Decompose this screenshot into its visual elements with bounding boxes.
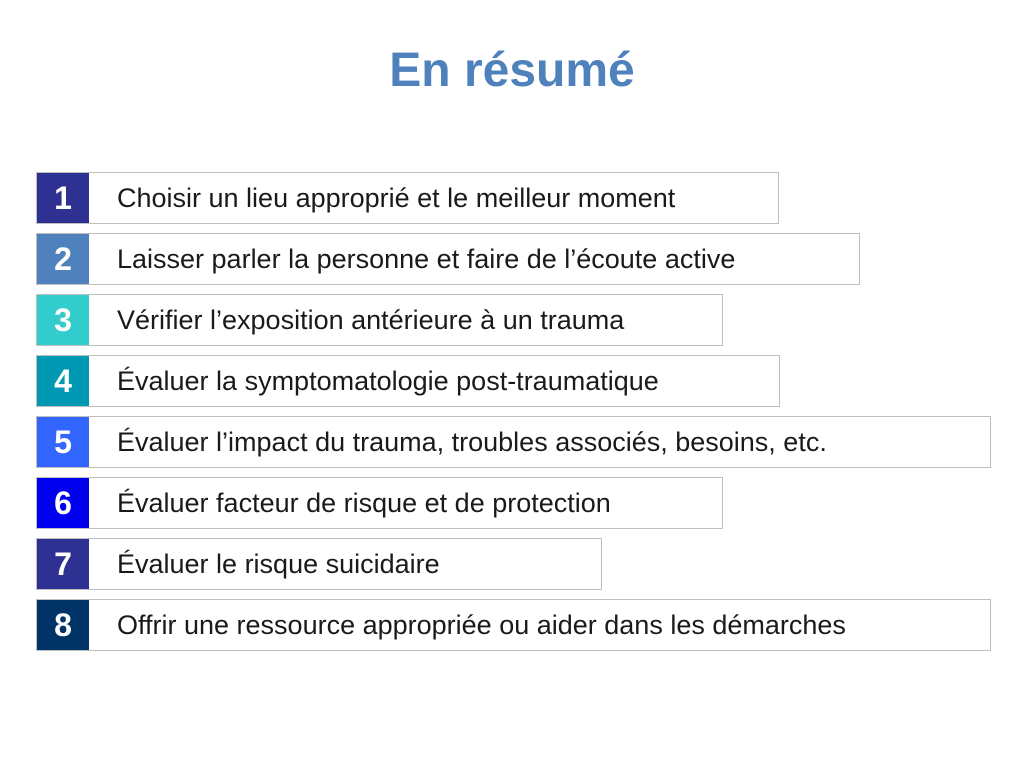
step-text: Vérifier l’exposition antérieure à un trauma	[117, 304, 625, 335]
step-item	[36, 355, 780, 407]
step-number-badge: 1	[37, 173, 89, 223]
step-number-badge: 5	[37, 417, 89, 467]
step-number-badge: 8	[37, 600, 89, 650]
step-item	[36, 416, 991, 468]
step-text: Offrir une ressource appropriée ou aider dans les démarches	[117, 609, 846, 640]
step-number-badge: 7	[37, 539, 89, 589]
step-text: Évaluer l’impact du trauma, troubles associés, besoins, etc.	[117, 426, 827, 457]
step-item	[36, 538, 602, 590]
step-number-badge: 3	[37, 295, 89, 345]
step-text: Évaluer le risque suicidaire	[117, 548, 440, 579]
step-item	[36, 172, 779, 224]
step-text: Évaluer facteur de risque et de protection	[117, 487, 611, 518]
step-item	[36, 599, 991, 651]
step-item	[36, 294, 723, 346]
step-number-badge: 4	[37, 356, 89, 406]
step-text: Choisir un lieu approprié et le meilleur moment	[117, 182, 676, 213]
step-number-badge: 2	[37, 234, 89, 284]
step-text: Laisser parler la personne et faire de l’écoute active	[117, 243, 736, 274]
step-number-badge: 6	[37, 478, 89, 528]
step-text: Évaluer la symptomatologie post-traumatique	[117, 365, 659, 396]
step-item	[36, 233, 860, 285]
step-item	[36, 477, 723, 529]
page-title: En résumé	[389, 44, 635, 97]
